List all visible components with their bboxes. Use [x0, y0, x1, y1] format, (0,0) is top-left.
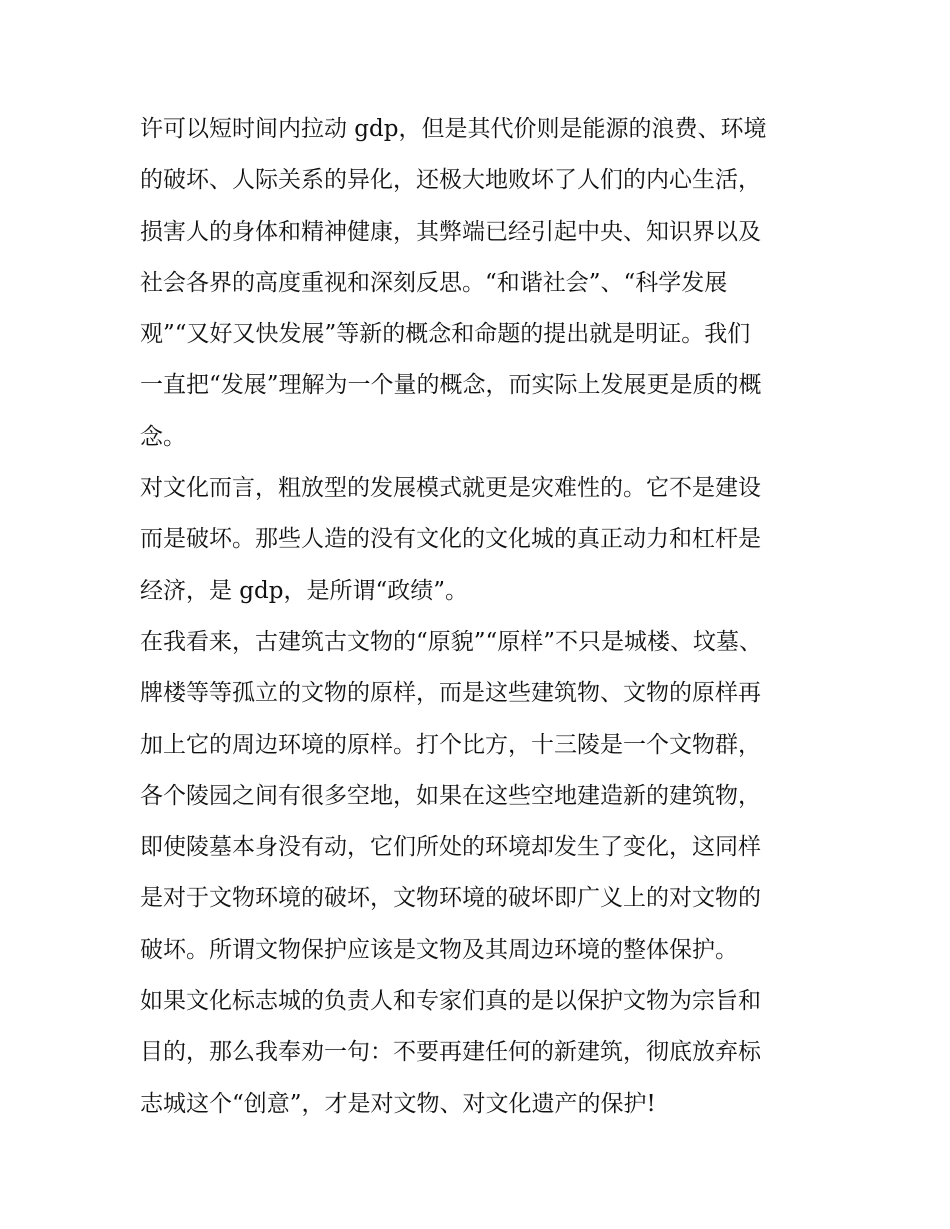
text-line: 破坏。所谓文物保护应该是文物及其周边环境的整体保护。: [140, 936, 738, 963]
paragraph-1: [140, 104, 820, 463]
text-line: 念。: [140, 423, 186, 450]
text-line: 各个陵园之间有很多空地，如果在这些空地建造新的建筑物，: [140, 782, 761, 809]
paragraph-4: [140, 976, 820, 1130]
text-line: 观”“又好又快发展”等新的概念和命题的提出就是明证。我们: [140, 321, 751, 348]
text-line: 许可以短时间内拉动 gdp，但是其代价则是能源的浪费、环境: [140, 116, 767, 142]
text-line: 是对于文物环境的破坏，文物环境的破坏即广义上的对文物的: [140, 885, 761, 912]
text-line: 的破坏、人际关系的异化，还极大地败坏了人们的内心生活，: [140, 167, 761, 194]
text-line: 加上它的周边环境的原样。打个比方，十三陵是一个文物群，: [140, 731, 761, 758]
text-line: 目的，那么我奉劝一句：不要再建任何的新建筑，彻底放弃标: [140, 1039, 761, 1066]
text-line: 如果文化标志城的负责人和专家们真的是以保护文物为宗旨和: [140, 988, 761, 1015]
text-line: 志城这个“创意”，才是对文物、对文化遗产的保护!: [140, 1090, 656, 1117]
text-line: 社会各界的高度重视和深刻反思。“和谐社会”、“科学发展: [140, 269, 728, 296]
paragraph-3: [140, 617, 820, 976]
paragraph-2: [140, 463, 820, 617]
text-line: 经济，是 gdp，是所谓“政绩”。: [140, 577, 468, 604]
text-line: 即使陵墓本身没有动，它们所处的环境却发生了变化，这同样: [140, 834, 761, 861]
text-line: 对文化而言，粗放型的发展模式就更是灾难性的。它不是建设: [140, 475, 761, 502]
text-line: 在我看来，古建筑古文物的“原貌”“原样”不只是城楼、坟墓、: [140, 628, 763, 655]
text-line: 牌楼等等孤立的文物的原样，而是这些建筑物、文物的原样再: [140, 680, 761, 707]
text-line: 而是破坏。那些人造的没有文化的文化城的真正动力和杠杆是: [140, 526, 761, 553]
text-line: 一直把“发展”理解为一个量的概念，而实际上发展更是质的概: [140, 372, 762, 399]
text-line: 损害人的身体和精神健康，其弊端已经引起中央、知识界以及: [140, 218, 761, 245]
body-text: [140, 104, 820, 1130]
